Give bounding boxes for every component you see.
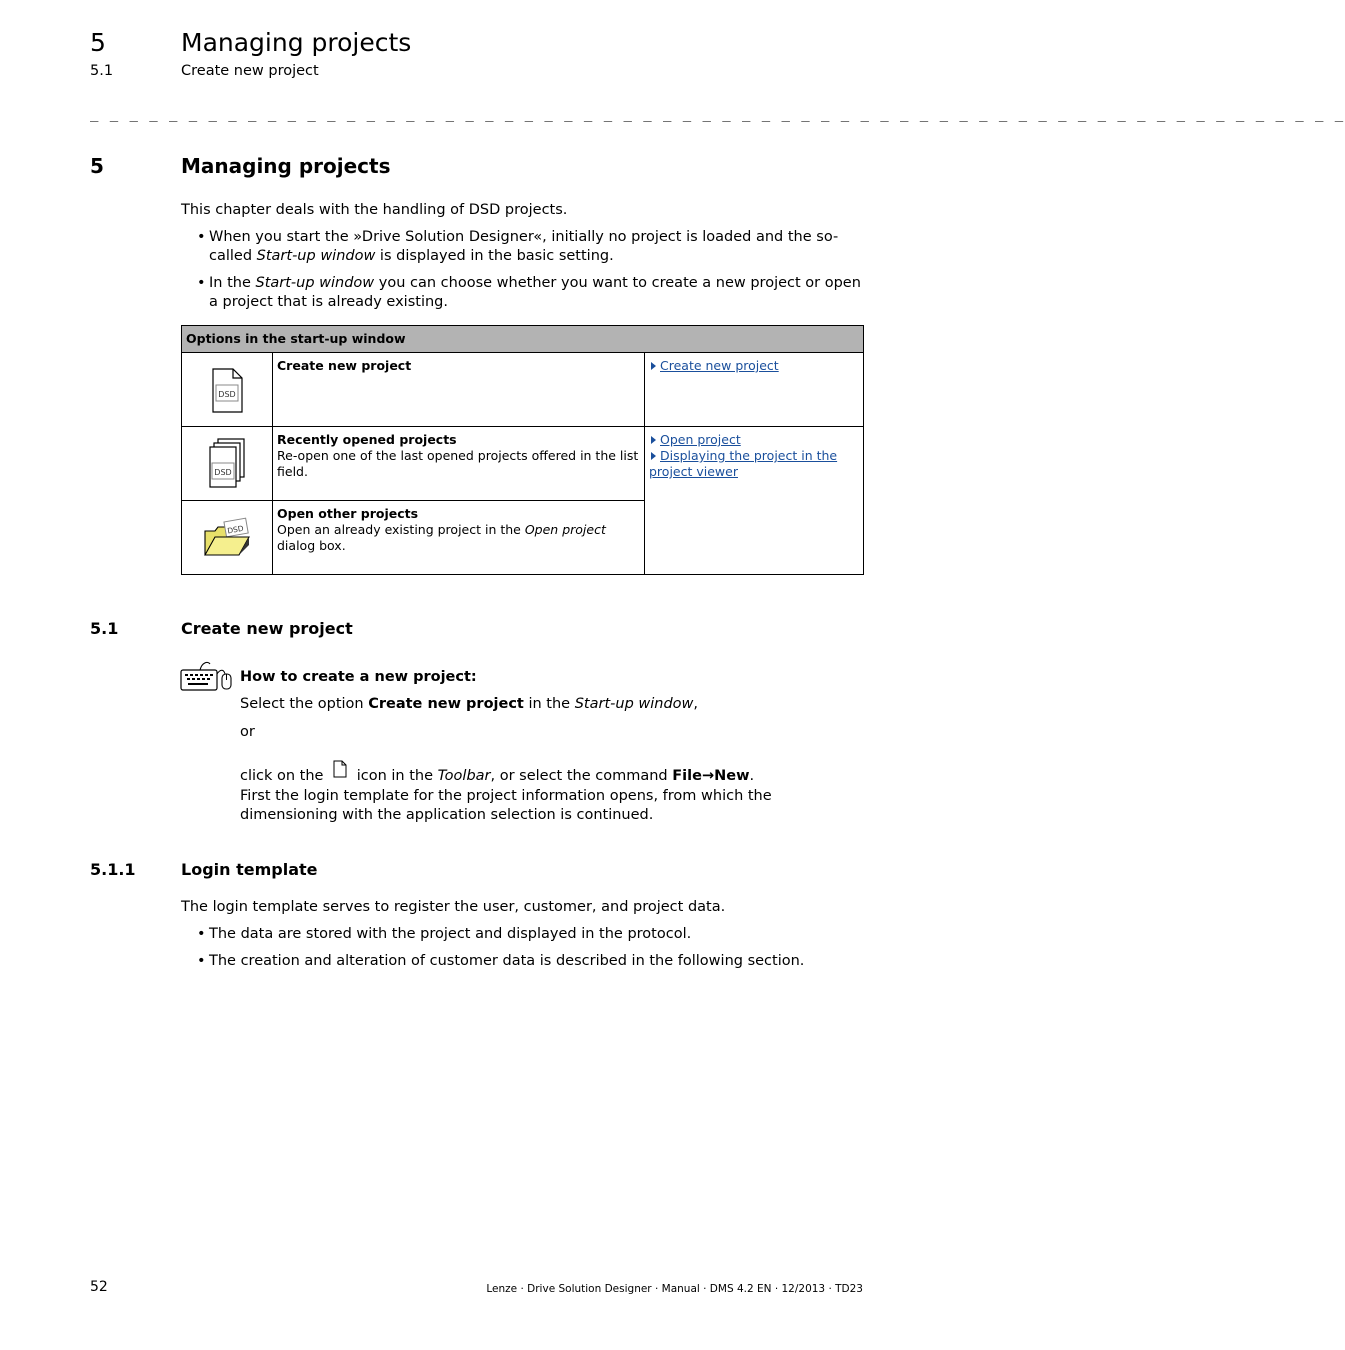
section-title: Create new project bbox=[181, 619, 353, 638]
header-chapter-title: Managing projects bbox=[181, 28, 412, 57]
link-create-new-project[interactable]: Create new project bbox=[660, 358, 779, 373]
subsection-title: Login template bbox=[181, 860, 318, 879]
table-row-recent bbox=[273, 427, 645, 501]
table-row-open-other: Open other projects Open an already existing project in the Open project dialog box. bbox=[273, 501, 645, 575]
table-icon-cell bbox=[182, 353, 273, 427]
new-project-icon bbox=[207, 366, 247, 416]
table-row-create-new bbox=[273, 353, 645, 427]
howto-step-result: First the login template for the project information opens, from which the dimensioning with the application selection is continued. bbox=[240, 788, 772, 823]
header-rule: _ _ _ _ _ _ _ _ _ _ _ _ _ _ _ _ _ _ _ _ _ _ _ _ _ _ _ _ _ _ _ _ _ _ _ _ _ _ _ _ _ _ _ _ _ _ _ _ _ _ _ _ _ _ _ _ _ _ _ _ _ _ _ _ bbox=[90, 106, 1345, 122]
chapter-number: 5 bbox=[90, 154, 104, 178]
table-icon-cell bbox=[182, 501, 273, 575]
row-description: Re-open one of the last opened projects offered in the list field. bbox=[277, 448, 639, 479]
header-section-number: 5.1 bbox=[90, 63, 114, 79]
chapter-title: Managing projects bbox=[181, 154, 391, 178]
table-icon-cell bbox=[182, 427, 273, 501]
header-chapter-number: 5 bbox=[90, 28, 106, 57]
howto-heading: How to create a new project: bbox=[240, 669, 477, 685]
new-file-icon bbox=[332, 760, 348, 778]
table-header: Options in the start-up window bbox=[182, 326, 864, 353]
svg-text:DSD: DSD bbox=[218, 390, 236, 399]
login-bullet-2: • The creation and alteration of customer data is described in the following section. bbox=[197, 953, 805, 969]
keyboard-mouse-icon bbox=[180, 660, 234, 692]
link-arrow-icon bbox=[651, 452, 656, 460]
row-title: Recently opened projects bbox=[277, 432, 457, 447]
howto-step-click: click on the icon in the Toolbar, or select the command File→New. bbox=[240, 760, 754, 786]
row-title: Create new project bbox=[277, 358, 412, 373]
howto-or: or bbox=[240, 724, 255, 740]
startup-options-table bbox=[181, 325, 864, 575]
row-title: Open other projects bbox=[277, 506, 419, 521]
login-bullet-1: • The data are stored with the project and displayed in the protocol. bbox=[197, 926, 692, 942]
subsection-number: 5.1.1 bbox=[90, 860, 136, 879]
bullet-dot: • bbox=[197, 275, 206, 291]
bullet-dot: • bbox=[197, 953, 206, 969]
howto-step-select: Select the option Create new project in the Start-up window, bbox=[240, 696, 698, 712]
chapter-intro: This chapter deals with the handling of DSD projects. bbox=[181, 202, 568, 218]
table-links-cell bbox=[645, 427, 864, 575]
login-intro: The login template serves to register the user, customer, and project data. bbox=[181, 899, 726, 915]
bullet-dot: • bbox=[197, 926, 206, 942]
table-links-cell bbox=[645, 353, 864, 427]
chapter-bullet-2: • In the Start-up window you can choose whether you want to create a new project or open a project that is already existing. bbox=[197, 275, 861, 310]
svg-text:DSD: DSD bbox=[214, 468, 232, 477]
open-folder-icon bbox=[201, 517, 253, 561]
svg-text:DSD: DSD bbox=[226, 523, 245, 536]
link-arrow-icon bbox=[651, 436, 656, 444]
link-project-viewer[interactable]: Displaying the project in the project viewer bbox=[649, 448, 838, 479]
bullet-dot: • bbox=[197, 229, 206, 245]
recent-projects-icon bbox=[205, 437, 249, 491]
page-number: 52 bbox=[90, 1279, 108, 1295]
header-section-title: Create new project bbox=[181, 63, 319, 79]
arrow-right-icon: → bbox=[701, 768, 715, 784]
footer-meta: Lenze · Drive Solution Designer · Manual · DMS 4.2 EN · 12/2013 · TD23 bbox=[486, 1283, 863, 1295]
chapter-bullet-1: • When you start the »Drive Solution Designer«, initially no project is loaded and the so-called Start-up window is displayed in the basic setting. bbox=[197, 229, 839, 264]
section-number: 5.1 bbox=[90, 619, 119, 638]
link-open-project[interactable]: Open project bbox=[660, 432, 741, 447]
link-arrow-icon bbox=[651, 362, 656, 370]
